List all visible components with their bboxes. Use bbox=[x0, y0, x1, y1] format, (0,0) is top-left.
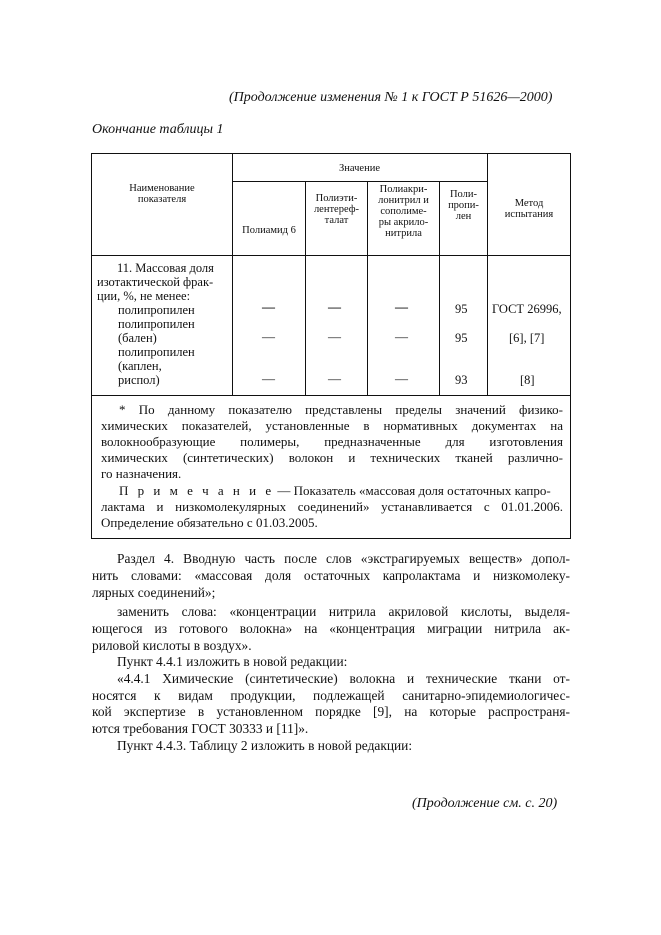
footnote-line-2: химических показателей, установленные в нормативных документах на bbox=[101, 418, 563, 433]
body-line-5: ющегося из готового волокна» на «концентрация миграции нитрила ак- bbox=[92, 621, 570, 636]
row-2-method: [6], [7] bbox=[509, 331, 545, 345]
body-line-3: лярных соединений»; bbox=[92, 585, 216, 600]
row-3-pp: 93 bbox=[455, 373, 468, 387]
row-1-polyamide: — bbox=[262, 299, 275, 314]
row-2-polyamide: — bbox=[262, 329, 275, 344]
data-table bbox=[91, 153, 571, 539]
footnote-line-3: волокнообразующие полимеры, предназначенные для изготовления bbox=[101, 434, 563, 449]
table-border-bottom bbox=[91, 538, 571, 539]
row-1-pet: — bbox=[328, 299, 341, 314]
row-2-pan: — bbox=[395, 329, 408, 344]
row-name-group: 11. Массовая доля изотактической фрак- ции, %, не менее: bbox=[97, 261, 214, 303]
group-header-rule bbox=[232, 181, 487, 182]
body-line-9: носятся к видам продукции, подлежащей санитарно-эпидемиологичес- bbox=[92, 688, 570, 703]
row-2-pp: 95 bbox=[455, 331, 468, 345]
footnote-line-4: химических (синтетических) волокон и технических тканей различно- bbox=[101, 450, 563, 465]
body-line-12: Пункт 4.4.3. Таблицу 2 изложить в новой редакции: bbox=[117, 738, 413, 753]
footnote-line-5: го назначения. bbox=[101, 466, 182, 481]
note-line-3: Определение обязательно с 01.03.2005. bbox=[101, 515, 318, 530]
row-3-polyamide: — bbox=[262, 371, 275, 386]
body-line-1: Раздел 4. Вводную часть после слов «экстрагируемых веществ» допол- bbox=[117, 551, 570, 566]
row-3-pet: — bbox=[328, 371, 341, 386]
body-line-4: заменить слова: «концентрации нитрила акриловой кислоты, выделя- bbox=[117, 604, 570, 619]
table-border-right bbox=[570, 153, 571, 539]
footnote-line-1: * По данному показателю представлены пределы значений физико- bbox=[119, 402, 563, 417]
continuation-footer: (Продолжение см. с. 20) bbox=[412, 796, 558, 811]
header-group-value: Значение bbox=[339, 163, 380, 174]
header-pp: Поли- пропи- лен bbox=[448, 189, 479, 222]
header-rule bbox=[91, 255, 571, 256]
row-1-pan: — bbox=[395, 299, 408, 314]
row-1-name: полипропилен bbox=[118, 303, 195, 317]
note-line-2: лактама и низкомолекулярных соединений» устанавливается с 01.01.2006. bbox=[101, 499, 563, 514]
header-name: Наименование показателя bbox=[129, 183, 195, 205]
row-1-method: ГОСТ 26996, bbox=[492, 302, 562, 316]
body-text bbox=[92, 551, 570, 751]
header-pan: Полиакри- лонитрил и сополиме- ры акрило- нитрила bbox=[378, 184, 429, 239]
row-2-pet: — bbox=[328, 329, 341, 344]
col-sep-5 bbox=[487, 153, 488, 395]
col-sep-1 bbox=[232, 153, 233, 395]
body-line-8: «4.4.1 Химические (синтетические) волокна и технические ткани от- bbox=[117, 671, 570, 686]
table-caption: Окончание таблицы 1 bbox=[92, 122, 224, 137]
note-label: П р и м е ч а н и е bbox=[119, 483, 275, 498]
data-rule bbox=[91, 395, 571, 396]
note-line-1: П р и м е ч а н и е — Показатель «массовая доля остаточных капро- bbox=[119, 483, 551, 498]
body-line-7: Пункт 4.4.1 изложить в новой редакции: bbox=[117, 654, 348, 669]
header-method: Метод испытания bbox=[504, 198, 554, 220]
row-3-name: полипропилен (каплен, риспол) bbox=[118, 345, 195, 387]
continuation-header: (Продолжение изменения № 1 к ГОСТ Р 51626—2000) bbox=[229, 90, 553, 105]
row-2-name: полипропилен (бален) bbox=[118, 317, 195, 345]
body-line-2: нить словами: «массовая доля остаточных капролактама и низкомолеку- bbox=[92, 568, 570, 583]
table-border-top bbox=[91, 153, 571, 154]
body-line-6: риловой кислоты в воздух». bbox=[92, 638, 252, 653]
row-3-method: [8] bbox=[520, 373, 535, 387]
header-pet: Полиэти- лентереф- талат bbox=[313, 193, 360, 226]
body-line-11: ются требования ГОСТ 30333 и [11]». bbox=[92, 721, 309, 736]
header-polyamide: Полиамид 6 bbox=[242, 225, 296, 236]
row-1-pp: 95 bbox=[455, 302, 468, 316]
table-border-left bbox=[91, 153, 92, 539]
row-3-pan: — bbox=[395, 371, 408, 386]
body-line-10: кой экспертизе в установленном порядке [9], на которые распространя- bbox=[92, 704, 570, 719]
